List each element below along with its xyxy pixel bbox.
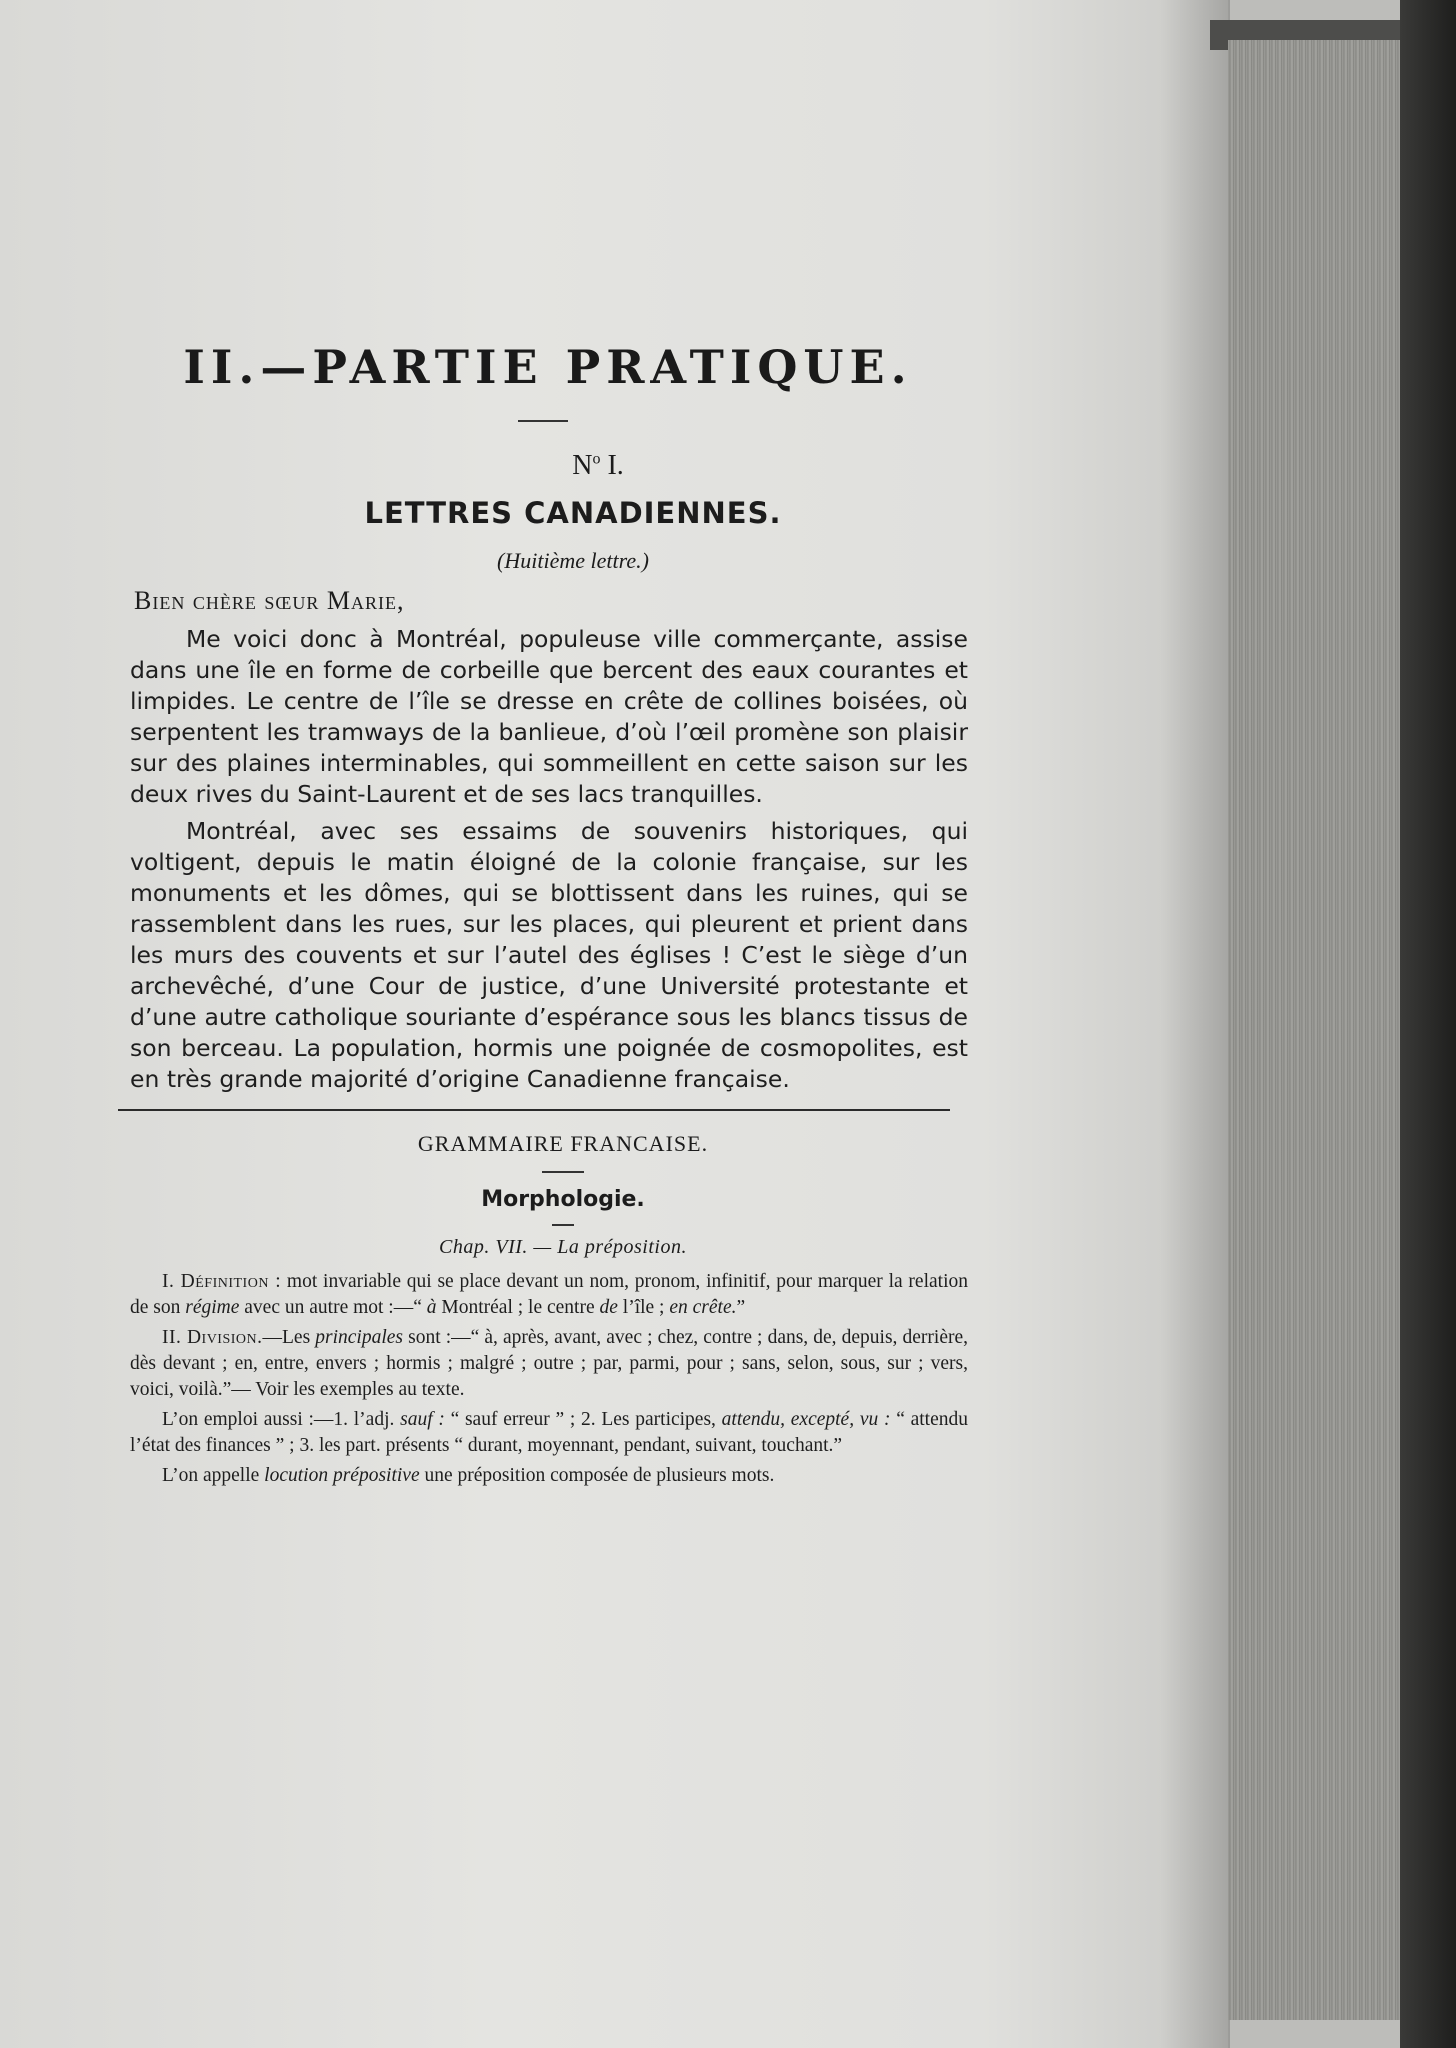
section-number — [228, 450, 968, 482]
emploi-italic: attendu, excepté, vu : — [721, 1409, 891, 1430]
letter-paragraph: Montréal, avec ses essaims de souvenirs historiques, qui voltigent, depuis le matin éloigné de la colonie française, sur les monuments et les dômes, qui se blottissent dans les ruines, qui se rassemblent dans les rues, sur les places, qui pleurent et prient dans les murs des couvents et sur l’autel des églises ! C’est le siège d’un archevêché, d’une Cour de justice, d’une Université protestante et d’une autre catholique souriante d’espérance sous les blancs tissus de son berceau. La population, hormis une poignée de cosmopolites, est en très grande majorité d’origine Canadienne française. — [130, 817, 968, 1093]
number-prefix: N — [572, 450, 593, 481]
definition-text: l’île ; — [617, 1297, 670, 1318]
part-title: II.—PARTIE PRATIQUE. — [183, 340, 913, 394]
definition-paragraph — [130, 1269, 968, 1321]
definition-italic: à — [426, 1297, 437, 1318]
emploi-text: L’on emploi aussi :—1. l’adj. — [162, 1409, 401, 1430]
division-label: II. Division. — [162, 1327, 263, 1348]
division-italic: principales — [315, 1327, 404, 1348]
division-paragraph — [130, 1325, 968, 1403]
letter-paragraph: Me voici donc à Montréal, populeuse ville commerçante, assise dans une île en forme de corbeille que bercent des eaux courantes et limpides. Le centre de l’île se dresse en crête de collines boisées, où serpentent les tramways de la banlieue, d’où l’œil promène son plaisir sur des plaines interminables, qui sommeillent en cette saison sur les deux rives du Saint-Laurent et de ses lacs tranquilles. — [130, 625, 968, 808]
emploi-paragraph — [130, 1407, 968, 1459]
definition-text: Montréal ; le centre — [436, 1297, 600, 1318]
section-divider — [118, 1109, 950, 1111]
locution-text: une préposition composée de plusieurs mots. — [419, 1465, 775, 1486]
definition-text: avec un autre mot :—“ — [239, 1297, 427, 1318]
page-content — [118, 340, 968, 1493]
letter-note: (Huitième lettre.) — [497, 548, 649, 573]
definition-text: mot invariable qui se place devant un nom, pronom, infinitif, pour marquer la relation de son — [130, 1271, 968, 1318]
locution-paragraph — [130, 1463, 968, 1489]
grammar-body — [130, 1269, 968, 1489]
chapter-heading: Chap. VII. — La préposition. — [439, 1236, 687, 1258]
morphology-rule — [552, 1224, 574, 1226]
definition-italic: de — [599, 1297, 618, 1318]
book-cover-edge — [1400, 0, 1456, 2048]
locution-text: L’on appelle — [162, 1465, 265, 1486]
definition-text: ” — [736, 1297, 746, 1318]
definition-italic: régime — [185, 1297, 240, 1318]
emploi-text: “ attendu l’état des finances ” ; 3. les part. présents “ durant, moyennant, pendant, suivant, touchant.” — [130, 1409, 968, 1456]
number-value: I. — [600, 450, 624, 481]
definition-label: I. Définition : — [162, 1271, 282, 1292]
number-superscript: o — [592, 450, 601, 468]
letter-body — [130, 624, 968, 1095]
definition-italic: en crête. — [669, 1297, 737, 1318]
book-page-edges — [1228, 40, 1418, 2020]
morphology-heading: Morphologie. — [481, 1187, 645, 1212]
salutation: Bien chère sœur Marie, — [134, 586, 405, 615]
emploi-text: “ sauf erreur ” ; 2. Les participes, — [444, 1409, 722, 1430]
grammar-heading: GRAMMAIRE FRANCAISE. — [417, 1131, 709, 1156]
emploi-italic: sauf : — [400, 1409, 445, 1430]
page-gutter-shadow — [1160, 0, 1230, 2048]
locution-italic: locution prépositive — [264, 1465, 420, 1486]
title-rule — [518, 420, 568, 422]
grammar-rule — [542, 1171, 584, 1173]
division-text: sont :—“ à, après, avant, avec ; chez, contre ; dans, de, depuis, derrière, dès devant ; en, entre, envers ; hormis ; malgré ; outre ; par, parmi, pour ; sans, selon, sous, sur ; vers, voici, voilà.”— Voir les exemples au texte. — [130, 1327, 968, 1400]
section-title: LETTRES CANADIENNES. — [364, 496, 782, 530]
division-text: —Les — [262, 1327, 316, 1348]
